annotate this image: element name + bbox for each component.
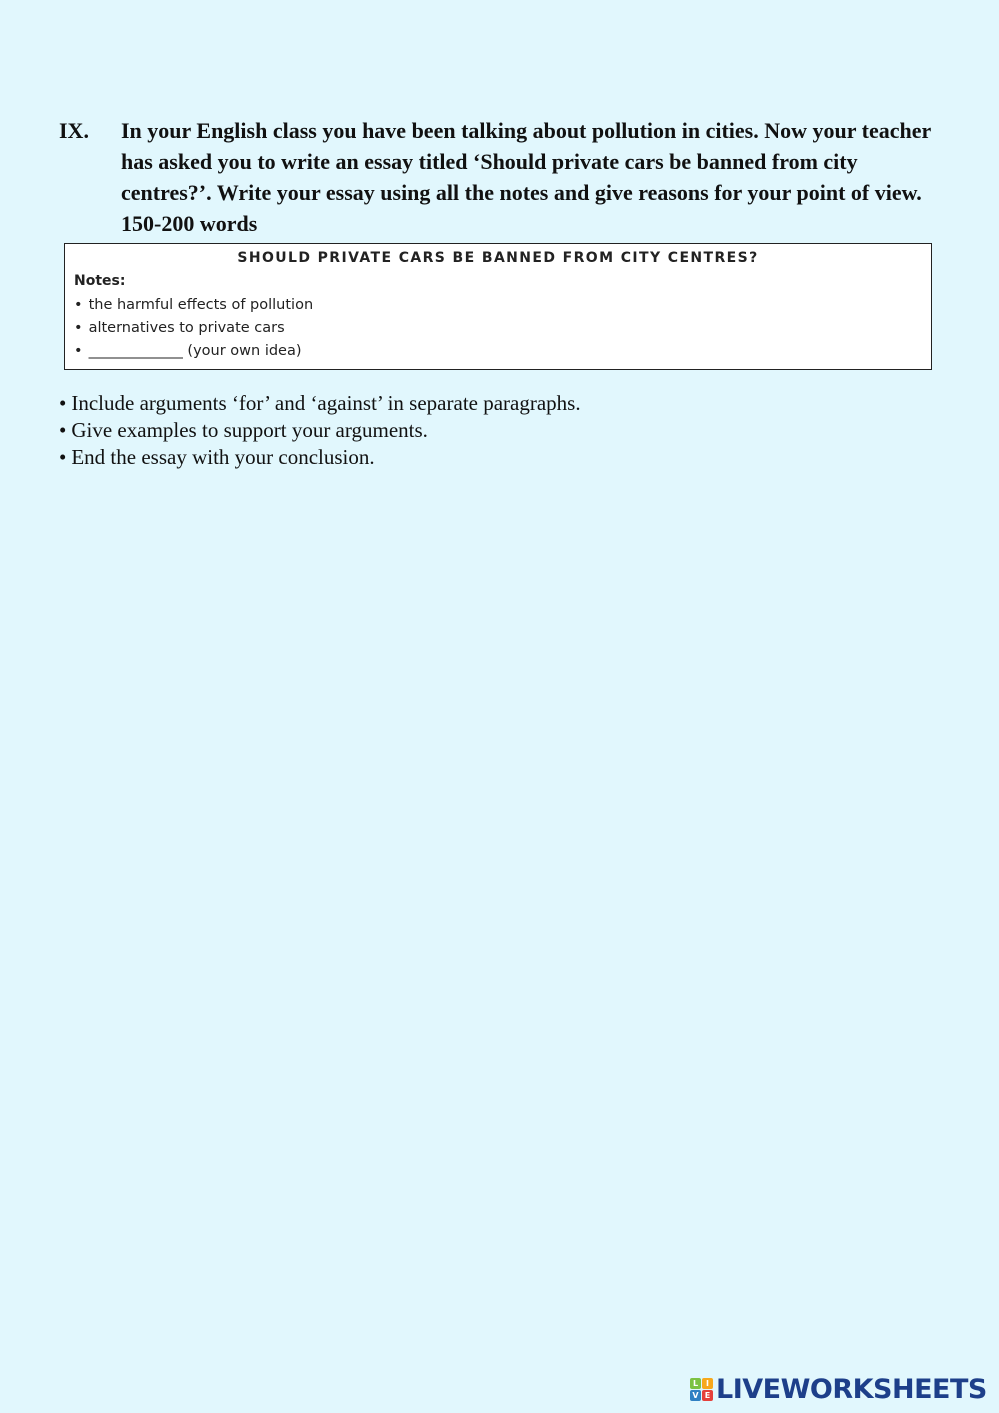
instruction-text: Give examples to support your arguments. [71, 418, 428, 442]
note-text: the harmful effects of pollution [88, 297, 314, 313]
logo-text: LIVEWORKSHEETS [716, 1373, 987, 1405]
task-number: IX. [59, 118, 89, 143]
instruction-item [59, 417, 581, 444]
bullet-icon: • [59, 445, 67, 469]
bullet-icon: • [74, 320, 83, 336]
instruction-item [59, 390, 581, 417]
notes-label: Notes: [74, 273, 126, 289]
note-item [74, 342, 313, 365]
instruction-text: Include arguments ‘for’ and ‘against’ in separate paragraphs. [71, 391, 581, 415]
logo-mark-letter: E [702, 1390, 713, 1401]
notes-title: SHOULD PRIVATE CARS BE BANNED FROM CITY CENTRES? [237, 250, 759, 266]
logo-mark-letter: V [690, 1390, 701, 1401]
instruction-text: End the essay with your conclusion. [71, 445, 375, 469]
bullet-icon: • [59, 391, 67, 415]
logo-mark-letter: L [690, 1378, 701, 1389]
notes-box [64, 243, 932, 370]
instruction-item [59, 444, 581, 471]
liveworksheets-logo [690, 1372, 987, 1406]
note-text: _____________ (your own idea) [88, 343, 302, 359]
logo-mark-letter: I [702, 1378, 713, 1389]
note-item [74, 296, 313, 319]
note-text: alternatives to private cars [88, 320, 285, 336]
bullet-icon: • [74, 297, 83, 313]
note-item [74, 319, 313, 342]
bullet-icon: • [74, 343, 83, 359]
task-prompt: In your English class you have been talking about pollution in cities. Now your teacher has asked you to write an essay titled ‘Should private cars be banned from city centres?’. Write your essay using all the notes and give reasons for your point of view. 150-200 words [121, 118, 931, 236]
logo-mark-icon [690, 1378, 713, 1401]
notes-list [74, 296, 313, 365]
bullet-icon: • [59, 418, 67, 442]
instructions-list [59, 390, 581, 471]
